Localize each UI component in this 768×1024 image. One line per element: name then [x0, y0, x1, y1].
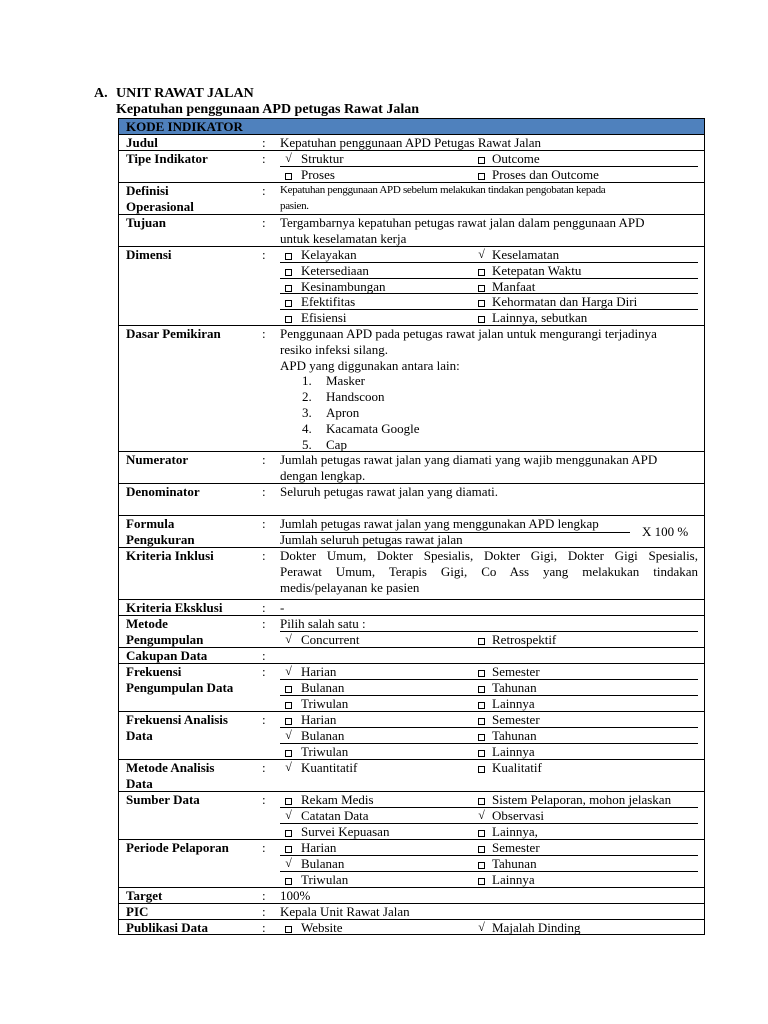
checkbox-icon [280, 920, 297, 938]
label-sumber: Sumber Data [126, 792, 200, 807]
option-label: Tahunan [492, 727, 537, 743]
colon: : [262, 888, 266, 903]
option-label: Semester [492, 840, 540, 855]
dasar-text: resiko infeksi silang. [280, 341, 388, 357]
label-target: Target [126, 888, 163, 903]
option-label: Kuantitatif [301, 760, 358, 775]
colon: : [262, 664, 266, 679]
checkbox-icon [473, 632, 490, 650]
option-label: Triwulan [301, 695, 349, 711]
label-pengumpulan: Pengumpulan [126, 631, 204, 647]
checkmark-icon: √ [285, 151, 292, 165]
colon: : [262, 516, 266, 531]
colon: : [262, 452, 266, 467]
checkmark-icon: √ [478, 247, 485, 261]
colon: : [262, 548, 266, 563]
label-eksklusi: Kriteria Eksklusi [126, 600, 223, 615]
option-label: Efisiensi [301, 310, 347, 326]
option-label: Harian [301, 840, 337, 855]
colon: : [262, 904, 266, 919]
option-label: Observasi [492, 807, 544, 823]
colon: : [262, 247, 266, 262]
option-label: Bulanan [301, 855, 345, 871]
label-frekuensi-analisis: Frekuensi Analisis [126, 712, 228, 727]
option-label: Bulanan [301, 679, 345, 695]
colon: : [262, 151, 266, 166]
checkmark-icon: √ [285, 807, 292, 822]
option-label: Survei Kepuasan [301, 823, 390, 839]
option-label: Kelayakan [301, 247, 357, 262]
row-judul [119, 135, 704, 151]
colon: : [262, 215, 266, 230]
row-target [119, 888, 704, 904]
list-item: 5. Cap [302, 436, 347, 452]
option-label: Lainnya [492, 871, 535, 887]
row-dasar-pemikiran [119, 326, 704, 452]
option-label: Lainnya [492, 695, 535, 711]
label-tujuan: Tujuan [126, 215, 166, 230]
option-label: Tahunan [492, 679, 537, 695]
label-frekuensi: Frekuensi [126, 664, 182, 679]
row-cakupan-data [119, 648, 704, 664]
option-label: Catatan Data [301, 807, 369, 823]
colon: : [262, 484, 266, 499]
row-kriteria-inklusi [119, 548, 704, 600]
formula-multiplier: X 100 % [642, 524, 689, 539]
metode-instruction: Pilih salah satu : [280, 616, 366, 631]
colon: : [262, 183, 266, 198]
checkbox-icon [473, 696, 490, 714]
label-metode: Metode [126, 616, 168, 631]
colon: : [262, 920, 266, 935]
colon: : [262, 135, 266, 150]
label-operasional: Operasional [126, 198, 194, 214]
option-label: Bulanan [301, 727, 345, 743]
option-label: Triwulan [301, 871, 349, 887]
inklusi-text: Dokter Umum, Dokter Spesialis, Dokter Gigi, Dokter Gigi Spesialis, [280, 548, 698, 563]
tujuan-text: untuk keselamatan kerja [280, 230, 407, 246]
row-numerator [119, 452, 704, 484]
option-label: Struktur [301, 151, 344, 166]
checkmark-icon: √ [478, 920, 485, 934]
checkbox-icon [473, 167, 490, 185]
label-data: Data [126, 775, 153, 791]
denominator-text: Seluruh petugas rawat jalan yang diamati. [280, 484, 499, 499]
option-label: Retrospektif [492, 631, 557, 647]
row-pic [119, 904, 704, 920]
tujuan-text: Tergambarnya kepatuhan petugas rawat jalan dalam penggunaan APD [280, 215, 645, 230]
option-label: Manfaat [492, 278, 536, 294]
label-cakupan: Cakupan Data [126, 648, 208, 663]
definisi-text: Kepatuhan penggunaan APD sebelum melakukan tindakan pengobatan kepada [280, 184, 606, 196]
row-formula [119, 516, 704, 548]
section-subheading: Kepatuhan penggunaan APD petugas Rawat Jalan [116, 102, 420, 117]
option-label: Lainnya, [492, 823, 538, 839]
option-label: Proses [301, 166, 335, 182]
checkbox-icon [473, 872, 490, 890]
section-heading [94, 86, 254, 102]
list-item: 4. Kacamata Google [302, 420, 420, 436]
list-item: 1. Masker [302, 373, 365, 389]
inklusi-text: Perawat Umum, Terapis Gigi, Co Ass yang melakukan tindakan [280, 563, 698, 579]
option-label: Lainnya, sebutkan [492, 310, 588, 326]
checkmark-icon: √ [285, 855, 292, 870]
label-data: Data [126, 727, 153, 743]
option-label: Keselamatan [492, 247, 560, 262]
row-frekuensi-pengumpulan [119, 664, 704, 712]
checkbox-icon [280, 167, 297, 185]
colon: : [262, 648, 266, 663]
section-letter: A. [94, 86, 108, 101]
label-definisi: Definisi [126, 183, 169, 198]
option-label: Semester [492, 712, 540, 727]
row-periode-pelaporan [119, 840, 704, 888]
checkbox-icon [280, 872, 297, 890]
row-dimensi [119, 247, 704, 326]
kode-indikator-header: KODE INDIKATOR [119, 119, 704, 135]
checkbox-icon [280, 824, 297, 842]
option-label: Majalah Dinding [492, 920, 581, 935]
target-value: 100% [280, 888, 311, 903]
row-publikasi-data [119, 920, 704, 935]
label-publikasi: Publikasi Data [126, 920, 208, 935]
option-label: Kualitatif [492, 760, 542, 775]
row-metode-pengumpulan [119, 616, 704, 648]
row-metode-analisis [119, 760, 704, 792]
label-denominator: Denominator [126, 484, 200, 499]
option-label: Proses dan Outcome [492, 166, 599, 182]
option-label: Rekam Medis [301, 792, 374, 807]
label-judul: Judul [126, 135, 158, 150]
colon: : [262, 760, 266, 775]
inklusi-text: medis/pelayanan ke pasien [280, 579, 420, 595]
checkbox-icon [473, 760, 490, 778]
option-label: Harian [301, 664, 337, 679]
label-inklusi: Kriteria Inklusi [126, 548, 214, 563]
label-pengukuran: Pengukuran [126, 531, 195, 547]
label-tipe: Tipe Indikator [126, 151, 208, 166]
option-label: Efektifitas [301, 294, 356, 310]
checkbox-icon [280, 744, 297, 762]
checkbox-icon [280, 696, 297, 714]
numerator-text: Jumlah petugas rawat jalan yang diamati yang wajib menggunakan APD [280, 452, 658, 467]
colon: : [262, 792, 266, 807]
checkmark-icon: √ [285, 631, 292, 646]
option-label: Tahunan [492, 855, 537, 871]
label-metode-analisis: Metode Analisis [126, 760, 215, 775]
row-denominator [119, 484, 704, 516]
indicator-table [118, 118, 705, 935]
label-pic: PIC [126, 904, 149, 919]
option-label: Sistem Pelaporan, mohon jelaskan [492, 792, 672, 807]
row-kriteria-eksklusi [119, 600, 704, 616]
checkmark-icon: √ [478, 807, 485, 822]
formula-numerator: Jumlah petugas rawat jalan yang menggunakan APD lengkap [280, 516, 630, 533]
list-item: 3. Apron [302, 404, 360, 420]
colon: : [262, 616, 266, 631]
label-numerator: Numerator [126, 452, 189, 467]
label-formula: Formula [126, 516, 175, 531]
option-label: Kehormatan dan Harga Diri [492, 294, 638, 310]
dasar-text: Penggunaan APD pada petugas rawat jalan untuk mengurangi terjadinya [280, 326, 657, 341]
numerator-text: dengan lengkap. [280, 467, 366, 483]
option-label: Triwulan [301, 743, 349, 759]
option-label: Website [301, 920, 343, 935]
row-sumber-data [119, 792, 704, 840]
checkbox-icon [473, 824, 490, 842]
checkmark-icon: √ [285, 727, 292, 742]
judul-value: Kepatuhan penggunaan APD Petugas Rawat Jalan [280, 135, 542, 150]
option-label: Harian [301, 712, 337, 727]
option-label: Ketersediaan [301, 262, 369, 278]
checkbox-icon [473, 744, 490, 762]
option-label: Concurrent [301, 631, 360, 647]
colon: : [262, 326, 266, 341]
dasar-text: APD yang diggunakan antara lain: [280, 357, 460, 373]
option-label: Ketepatan Waktu [492, 262, 582, 278]
row-definisi [119, 183, 704, 215]
section-title: UNIT RAWAT JALAN [116, 86, 254, 101]
definisi-text: pasien. [280, 199, 309, 212]
option-label: Kesinambungan [301, 278, 386, 294]
label-dimensi: Dimensi [126, 247, 172, 262]
label-periode: Periode Pelaporan [126, 840, 229, 855]
colon: : [262, 712, 266, 727]
list-item: 2. Handscoon [302, 389, 385, 405]
pic-value: Kepala Unit Rawat Jalan [280, 904, 410, 919]
option-label: Semester [492, 664, 540, 679]
checkmark-icon: √ [285, 664, 292, 678]
row-frekuensi-analisis [119, 712, 704, 760]
colon: : [262, 840, 266, 855]
row-tujuan [119, 215, 704, 247]
option-label: Lainnya [492, 743, 535, 759]
formula-denominator: Jumlah seluruh petugas rawat jalan [280, 531, 463, 547]
colon: : [262, 600, 266, 615]
eksklusi-value: - [280, 600, 285, 615]
option-label: Outcome [492, 151, 540, 166]
checkmark-icon: √ [285, 760, 292, 774]
label-dasar: Dasar Pemikiran [126, 326, 221, 341]
label-pengumpulan-data: Pengumpulan Data [126, 679, 234, 695]
row-tipe-indikator [119, 151, 704, 183]
